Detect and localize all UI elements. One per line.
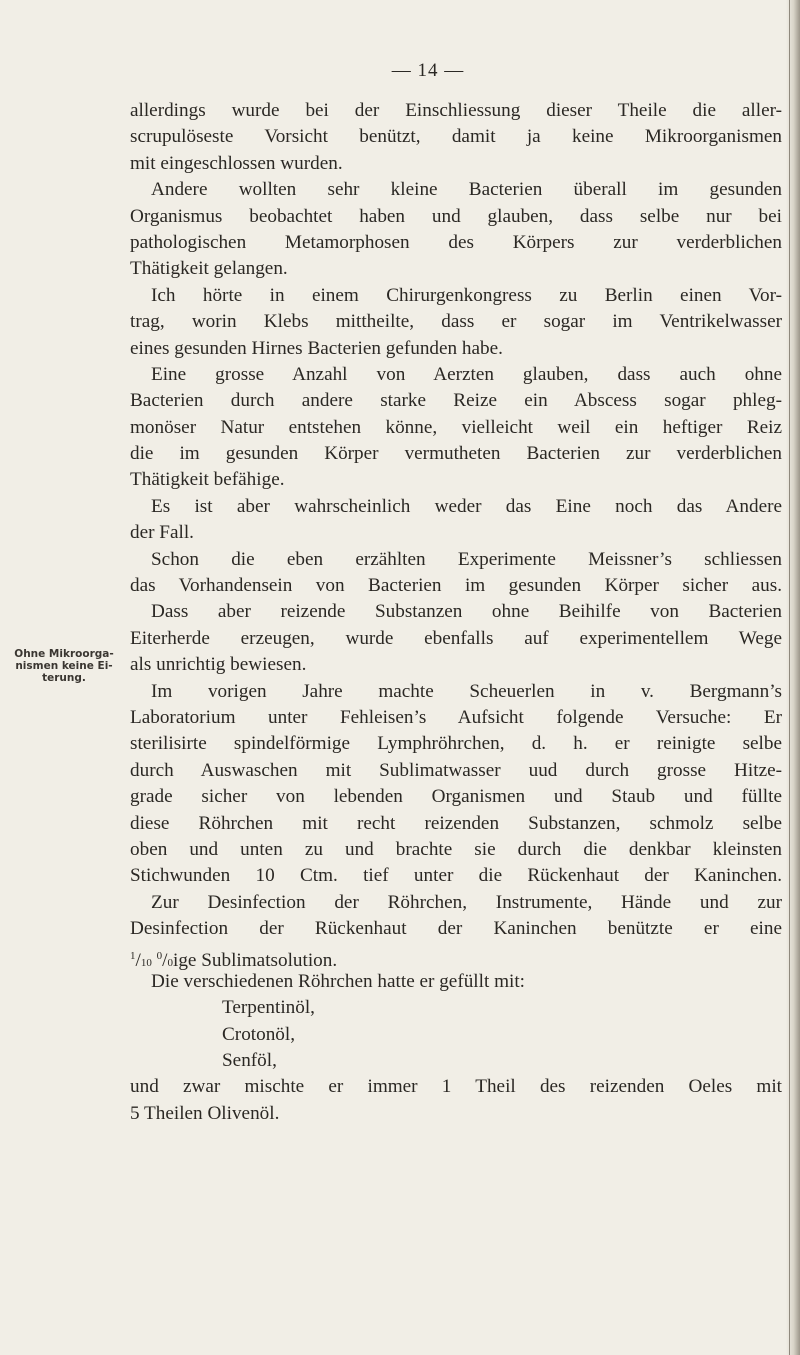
text-line: Es ist aber wahrscheinlich weder das Eine noch das Andere xyxy=(151,495,782,517)
text-line: Sublimatsolution. xyxy=(201,949,338,971)
percent-top: 0 xyxy=(156,949,163,962)
text-line: pathologischen Metamorphosen des Körpers zur verderblichen xyxy=(130,231,782,253)
oil-list-item: Terpentinöl, xyxy=(222,997,315,1019)
text-line: sterilisirte spindelförmige Lymphröhrchen, d. h. er reinigte selbe xyxy=(130,733,782,755)
text-line: als unrichtig bewiesen. xyxy=(130,654,307,676)
fraction-suffix: ige xyxy=(172,949,197,971)
oil-list-item: Crotonöl, xyxy=(222,1023,296,1045)
text-line: 5 Theilen Olivenöl. xyxy=(130,1102,280,1124)
text-line: Ich hörte in einem Chirurgenkongress zu Berlin einen Vor- xyxy=(151,284,782,306)
text-line: Zur Desinfection der Röhrchen, Instrumente, Hände und zur xyxy=(151,891,782,913)
text-line: trag, worin Klebs mittheilte, dass er sogar im Ventrikelwasser xyxy=(130,311,782,333)
oil-list-item: Senföl, xyxy=(222,1050,277,1072)
text-line: Dass aber reizende Substanzen ohne Beihilfe von Bacterien xyxy=(151,601,782,623)
margin-note-line: terung. xyxy=(42,672,86,684)
text-line: Thätigkeit gelangen. xyxy=(130,258,288,280)
text-line: Eiterherde erzeugen, wurde ebenfalls auf experimentellem Wege xyxy=(130,627,782,649)
text-line: Im vorigen Jahre machte Scheuerlen in v. Bergmann’s xyxy=(151,680,782,702)
margin-note xyxy=(0,648,128,684)
text-line: Thätigkeit befähige. xyxy=(130,469,285,491)
text-line: grade sicher von lebenden Organismen und Staub und füllte xyxy=(130,786,782,808)
text-line: die im gesunden Körper vermutheten Bacterien zur verderblichen xyxy=(130,443,782,465)
text-line: und zwar mischte er immer 1 Theil des reizenden Oeles mit xyxy=(130,1076,782,1098)
text-line: allerdings wurde bei der Einschliessung dieser Theile die aller- xyxy=(130,100,782,121)
margin-note-line: nismen keine Ei- xyxy=(15,660,113,672)
page-number: — 14 — xyxy=(391,60,465,81)
text-line: mit eingeschlossen wurden. xyxy=(130,152,343,174)
text-line: Desinfection der Rückenhaut der Kaninchen benützte er eine xyxy=(130,918,782,940)
body-text xyxy=(130,98,782,1127)
text-line: Organismus beobachtet haben und glauben, dass selbe nur bei xyxy=(130,205,782,227)
text-line: durch Auswaschen mit Sublimatwasser uud durch grosse Hitze- xyxy=(130,759,782,781)
text-line: diese Röhrchen mit recht reizenden Substanzen, schmolz selbe xyxy=(130,812,782,834)
percent-bottom: 0 xyxy=(167,956,173,969)
margin-note-line: Ohne Mikroorga- xyxy=(14,648,114,660)
text-line: der Fall. xyxy=(130,522,194,544)
text-line: monöser Natur entstehen könne, vielleicht weil ein heftiger Reiz xyxy=(130,416,782,438)
text-line: Eine grosse Anzahl von Aerzten glauben, dass auch ohne xyxy=(151,363,782,385)
text-line: eines gesunden Hirnes Bacterien gefunden habe. xyxy=(130,337,503,359)
text-line: oben und unten zu und brachte sie durch die denkbar kleinsten xyxy=(130,838,782,860)
fraction-numerator: 1 xyxy=(130,949,136,962)
text-line: Bacterien durch andere starke Reize ein Abscess sogar phleg- xyxy=(130,390,782,412)
fraction-denominator: 10 xyxy=(140,956,152,969)
page-edge-line xyxy=(789,0,790,1355)
text-line-fraction: $^1$/10 $^0$/0ige Sublimatsolution. xyxy=(130,949,338,971)
text-line: Schon die eben erzählten Experimente Meissner’s schliessen xyxy=(151,548,782,570)
text-line: Stichwunden 10 Ctm. tief unter die Rückenhaut der Kaninchen. xyxy=(130,865,782,887)
text-line: Die verschiedenen Röhrchen hatte er gefüllt mit: xyxy=(151,970,526,992)
text-line: Laboratorium unter Fehleisen’s Aufsicht folgende Versuche: Er xyxy=(130,706,782,728)
text-line: scrupulöseste Vorsicht benützt, damit ja keine Mikroorganismen xyxy=(130,126,782,148)
text-line: das Vorhandensein von Bacterien im gesunden Körper sicher aus. xyxy=(130,575,782,597)
text-line: Andere wollten sehr kleine Bacterien überall im gesunden xyxy=(151,179,782,201)
